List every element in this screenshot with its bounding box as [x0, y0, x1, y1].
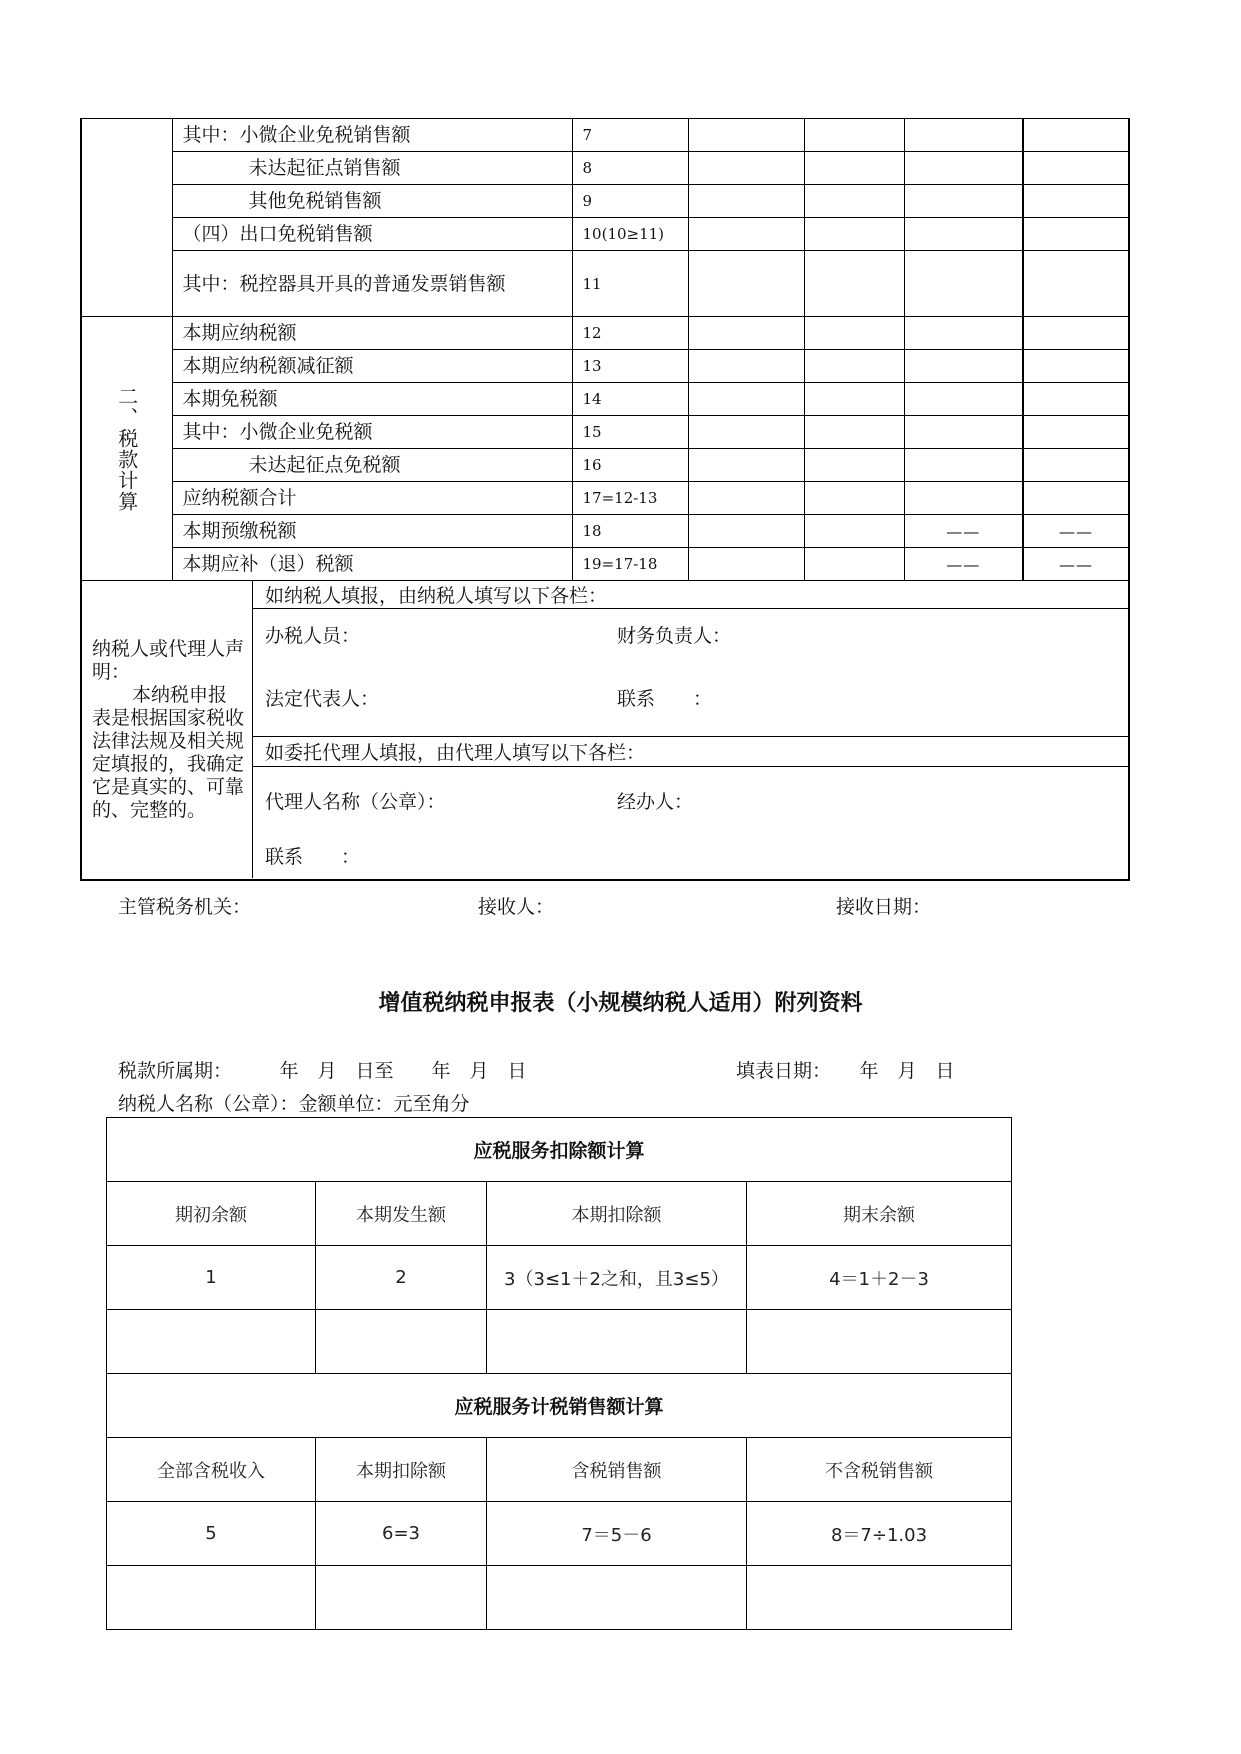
value-cell[interactable] — [804, 218, 904, 251]
value-cell[interactable] — [688, 383, 804, 416]
row-label: 其中：小微企业免税销售额 — [172, 119, 572, 152]
agent-handler-field-label: 经办人： — [617, 790, 694, 813]
value-cell[interactable] — [688, 416, 804, 449]
line-number: 12 — [572, 317, 688, 350]
value-cell[interactable] — [107, 1310, 316, 1374]
value-cell[interactable] — [904, 416, 1023, 449]
line-code: 4＝1＋2－3 — [747, 1246, 1012, 1310]
agent-contact-field-label: 联系 ： — [265, 846, 361, 869]
value-cell[interactable] — [747, 1310, 1012, 1374]
value-cell[interactable] — [1023, 119, 1129, 152]
row-label: 其中：小微企业免税额 — [172, 416, 572, 449]
row-label: 其他免税销售额 — [172, 185, 572, 218]
agent-section-header: 如委托代理人填报，由代理人填写以下各栏： — [253, 737, 1128, 767]
taxpayer-section-header: 如纳税人填报，由纳税人填写以下各栏： — [253, 581, 1128, 609]
section-two-cell — [81, 317, 172, 581]
agent-name-field-label: 代理人名称（公章）： — [265, 790, 446, 813]
value-cell[interactable] — [1023, 152, 1129, 185]
value-cell[interactable] — [804, 482, 904, 515]
value-cell[interactable] — [688, 251, 804, 317]
table-row — [81, 350, 1129, 383]
table-row — [107, 1438, 1012, 1502]
value-cell[interactable] — [804, 548, 904, 581]
value-cell[interactable] — [688, 119, 804, 152]
value-cell[interactable] — [316, 1566, 487, 1630]
row-label: （四）出口免税销售额 — [172, 218, 572, 251]
tax-period-label: 税款所属期： 年 月 日至 年 月 日 — [118, 1060, 527, 1082]
declaration-cell — [81, 581, 1129, 880]
value-cell[interactable] — [904, 218, 1023, 251]
value-cell[interactable] — [688, 482, 804, 515]
line-number: 14 — [572, 383, 688, 416]
receiver-label: 接收人： — [478, 896, 555, 918]
legal-rep-field-label: 法定代表人： — [265, 688, 380, 710]
column-header: 期初余额 — [107, 1182, 316, 1246]
dash-cell: —— — [1023, 515, 1129, 548]
column-header: 本期发生额 — [316, 1182, 487, 1246]
value-cell[interactable] — [1023, 185, 1129, 218]
value-cell[interactable] — [904, 251, 1023, 317]
taxpayer-name-label: 纳税人名称（公章）：金额单位：元至角分 — [118, 1093, 470, 1115]
value-cell[interactable] — [804, 119, 904, 152]
handler-field-label: 办税人员： — [265, 624, 361, 647]
line-code: 3（3≤1＋2之和，且3≤5） — [487, 1246, 747, 1310]
receive-date-label: 接收日期： — [836, 896, 932, 918]
value-cell[interactable] — [804, 383, 904, 416]
value-cell[interactable] — [1023, 251, 1129, 317]
row-label-prefix: 其中： — [182, 272, 240, 295]
table-row — [81, 218, 1129, 251]
value-cell[interactable] — [1023, 218, 1129, 251]
table-row — [107, 1310, 1012, 1374]
dash-cell: —— — [904, 515, 1023, 548]
value-cell[interactable] — [904, 119, 1023, 152]
table-row — [81, 482, 1129, 515]
value-cell[interactable] — [1023, 383, 1129, 416]
declaration-statement — [82, 581, 253, 878]
value-cell[interactable] — [1023, 350, 1129, 383]
line-number: 7 — [572, 119, 688, 152]
value-cell[interactable] — [804, 152, 904, 185]
value-cell[interactable] — [904, 152, 1023, 185]
value-cell[interactable] — [904, 449, 1023, 482]
line-number: 15 — [572, 416, 688, 449]
value-cell[interactable] — [688, 152, 804, 185]
value-cell[interactable] — [904, 317, 1023, 350]
value-cell[interactable] — [688, 515, 804, 548]
value-cell[interactable] — [316, 1310, 487, 1374]
row-label: 应纳税额合计 — [172, 482, 572, 515]
line-number: 13 — [572, 350, 688, 383]
value-cell[interactable] — [904, 482, 1023, 515]
line-number: 16 — [572, 449, 688, 482]
value-cell[interactable] — [904, 185, 1023, 218]
line-number: 9 — [572, 185, 688, 218]
row-label: 本期免税额 — [172, 383, 572, 416]
row-label: 未达起征点免税额 — [172, 449, 572, 482]
value-cell[interactable] — [1023, 317, 1129, 350]
declaration-body: 本纳税申报表是根据国家税收法律法规及相关规定填报的，我确定它是真实的、可靠的、完整的。 — [92, 683, 245, 821]
value-cell[interactable] — [904, 383, 1023, 416]
value-cell[interactable] — [688, 449, 804, 482]
row-label: 本期应纳税额 — [172, 317, 572, 350]
table-row — [107, 1246, 1012, 1310]
line-number: 18 — [572, 515, 688, 548]
section-two-label: 二、税款计算 — [114, 385, 139, 512]
column-header: 本期扣除额 — [487, 1182, 747, 1246]
value-cell[interactable] — [688, 185, 804, 218]
table-row — [107, 1118, 1012, 1182]
table-row — [81, 383, 1129, 416]
table-row — [107, 1374, 1012, 1438]
value-cell[interactable] — [688, 218, 804, 251]
line-code: 5 — [107, 1502, 316, 1566]
value-cell[interactable] — [107, 1566, 316, 1630]
value-cell[interactable] — [804, 317, 904, 350]
table-row — [107, 1566, 1012, 1630]
fill-date-label: 填表日期： 年 月 日 — [736, 1060, 955, 1082]
page-title: 增值税纳税申报表（小规模纳税人适用）附列资料 — [378, 991, 863, 1016]
section-header: 应税服务计税销售额计算 — [107, 1374, 1012, 1438]
table-row — [81, 152, 1129, 185]
table-row — [107, 1502, 1012, 1566]
column-header: 期末余额 — [747, 1182, 1012, 1246]
line-code: 2 — [316, 1246, 487, 1310]
table-row — [107, 1182, 1012, 1246]
value-cell[interactable] — [804, 515, 904, 548]
value-cell[interactable] — [904, 350, 1023, 383]
value-cell[interactable] — [1023, 416, 1129, 449]
line-code: 6=3 — [316, 1502, 487, 1566]
value-cell[interactable] — [1023, 482, 1129, 515]
value-cell[interactable] — [487, 1310, 747, 1374]
value-cell[interactable] — [747, 1566, 1012, 1630]
value-cell[interactable] — [804, 185, 904, 218]
value-cell[interactable] — [1023, 449, 1129, 482]
table-row — [81, 548, 1129, 581]
value-cell[interactable] — [804, 449, 904, 482]
section-one-continuation-cell — [81, 119, 172, 317]
contact-field-label: 联系 ： — [617, 688, 713, 710]
row-label: 本期应补（退）税额 — [172, 548, 572, 581]
declaration-heading: 纳税人或代理人声明： — [92, 637, 245, 683]
value-cell[interactable] — [804, 350, 904, 383]
value-cell[interactable] — [804, 416, 904, 449]
line-code: 8＝7÷1.03 — [747, 1502, 1012, 1566]
table-row — [81, 449, 1129, 482]
value-cell[interactable] — [688, 548, 804, 581]
section-header: 应税服务扣除额计算 — [107, 1118, 1012, 1182]
row-label: 本期预缴税额 — [172, 515, 572, 548]
column-header: 不含税销售额 — [747, 1438, 1012, 1502]
column-header: 全部含税收入 — [107, 1438, 316, 1502]
value-cell[interactable] — [804, 251, 904, 317]
line-number: 10(10≥11) — [572, 218, 688, 251]
value-cell[interactable] — [688, 350, 804, 383]
table-row — [81, 416, 1129, 449]
value-cell[interactable] — [688, 317, 804, 350]
dash-cell: —— — [904, 548, 1023, 581]
row-label — [172, 251, 572, 317]
row-label: 未达起征点销售额 — [172, 152, 572, 185]
tax-authority-label: 主管税务机关： — [118, 896, 252, 918]
vat-return-table — [80, 118, 1130, 881]
line-number: 8 — [572, 152, 688, 185]
line-code: 1 — [107, 1246, 316, 1310]
row-label: 本期应纳税额减征额 — [172, 350, 572, 383]
line-number: 19=17-18 — [572, 548, 688, 581]
supplementary-table — [106, 1117, 1012, 1630]
column-header: 本期扣除额 — [316, 1438, 487, 1502]
table-row — [81, 515, 1129, 548]
line-number: 11 — [572, 251, 688, 317]
table-row — [81, 317, 1129, 350]
dash-cell: —— — [1023, 548, 1129, 581]
table-row — [81, 251, 1129, 317]
finance-head-field-label: 财务负责人： — [617, 624, 732, 647]
table-row — [81, 119, 1129, 152]
line-number: 17=12-13 — [572, 482, 688, 515]
value-cell[interactable] — [487, 1566, 747, 1630]
line-code: 7＝5－6 — [487, 1502, 747, 1566]
table-row — [81, 185, 1129, 218]
declaration-row — [81, 581, 1129, 880]
declaration-fields — [253, 581, 1128, 878]
column-header: 含税销售额 — [487, 1438, 747, 1502]
row-label-text: 税控器具开具的普通发票销售额 — [239, 272, 506, 295]
